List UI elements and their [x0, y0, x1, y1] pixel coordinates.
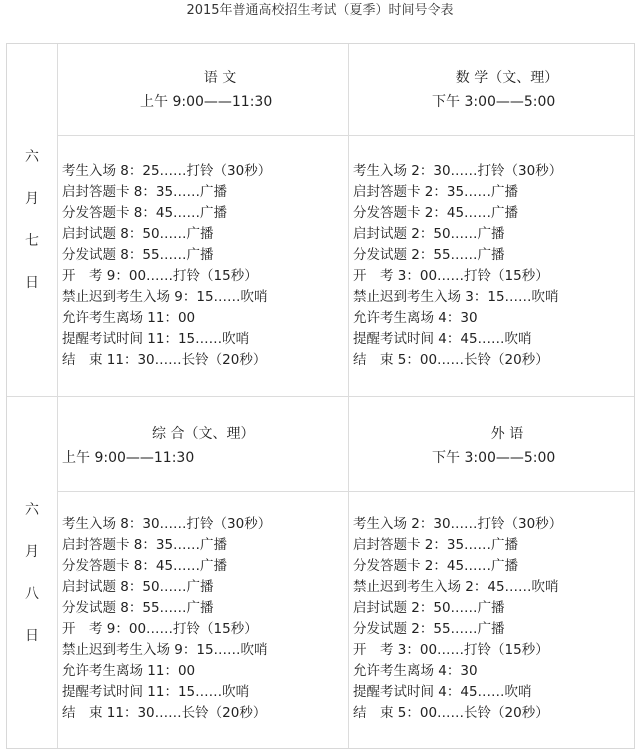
schedule-item: 分发答题卡 8：45……广播 [62, 558, 228, 574]
date-char: 七 [25, 233, 39, 249]
schedule-item: 分发答题卡 2：45……广播 [353, 558, 519, 574]
divider-day2-header [58, 491, 634, 492]
schedule-list-foreign-language [353, 514, 562, 724]
schedule-item: 开 考 3：00……打铃（15秒） [353, 642, 549, 658]
subject-name: 语 文 [203, 70, 237, 86]
schedule-list-comprehensive [62, 514, 271, 724]
session-time: 下午 3:00——5:00 [432, 94, 556, 110]
schedule-item: 分发试题 2：55……广播 [353, 621, 505, 637]
timetable [6, 43, 635, 749]
schedule-item: 禁止迟到考生入场 2：45……吹哨 [353, 579, 559, 595]
schedule-item: 提醒考试时间 11：15……吹哨 [62, 684, 250, 700]
session-time: 上午 9:00——11:30 [62, 450, 195, 466]
schedule-item: 允许考生离场 11：00 [62, 310, 196, 326]
schedule-item: 启封答题卡 8：35……广播 [62, 537, 228, 553]
schedule-list-chinese [62, 161, 271, 371]
divider-days [7, 396, 634, 397]
date-cell-day2 [7, 489, 57, 657]
schedule-item: 禁止迟到考生入场 3：15……吹哨 [353, 289, 559, 305]
schedule-item: 考生入场 8：25……打铃（30秒） [62, 163, 272, 179]
date-char: 日 [25, 628, 39, 644]
session-header-chinese [140, 66, 300, 114]
schedule-item: 分发试题 8：55……广播 [62, 600, 214, 616]
subject-name: 综 合（文、理） [152, 426, 255, 442]
schedule-item: 分发答题卡 8：45……广播 [62, 205, 228, 221]
schedule-item: 分发答题卡 2：45……广播 [353, 205, 519, 221]
schedule-item: 提醒考试时间 4：45……吹哨 [353, 684, 532, 700]
schedule-item: 结 束 11：30……长铃（20秒） [62, 352, 267, 368]
schedule-item: 启封答题卡 2：35……广播 [353, 184, 519, 200]
session-header-comprehensive [62, 422, 302, 470]
schedule-item: 允许考生离场 4：30 [353, 663, 478, 679]
schedule-item: 开 考 3：00……打铃（15秒） [353, 268, 549, 284]
date-char: 月 [25, 544, 39, 560]
schedule-item: 结 束 5：00……长铃（20秒） [353, 352, 549, 368]
schedule-item: 考生入场 8：30……打铃（30秒） [62, 516, 272, 532]
schedule-item: 禁止迟到考生入场 9：15……吹哨 [62, 289, 268, 305]
date-char: 六 [25, 149, 39, 165]
schedule-item: 分发试题 2：55……广播 [353, 247, 505, 263]
schedule-item: 结 束 11：30……长铃（20秒） [62, 705, 267, 721]
session-time: 下午 3:00——5:00 [432, 450, 556, 466]
date-char: 日 [25, 275, 39, 291]
schedule-item: 提醒考试时间 11：15……吹哨 [62, 331, 250, 347]
schedule-item: 启封答题卡 2：35……广播 [353, 537, 519, 553]
session-header-math [432, 66, 582, 114]
session-header-foreign-language [432, 422, 582, 470]
schedule-item: 开 考 9：00……打铃（15秒） [62, 268, 258, 284]
schedule-item: 禁止迟到考生入场 9：15……吹哨 [62, 642, 268, 658]
schedule-item: 启封试题 8：50……广播 [62, 579, 214, 595]
schedule-item: 启封试题 8：50……广播 [62, 226, 214, 242]
subject-name: 外 语 [490, 426, 524, 442]
schedule-item: 提醒考试时间 4：45……吹哨 [353, 331, 532, 347]
session-time: 上午 9:00——11:30 [140, 94, 273, 110]
date-char: 月 [25, 191, 39, 207]
schedule-item: 启封试题 2：50……广播 [353, 226, 505, 242]
subject-name: 数 学（文、理） [455, 70, 559, 86]
schedule-item: 允许考生离场 11：00 [62, 663, 196, 679]
schedule-item: 考生入场 2：30……打铃（30秒） [353, 516, 563, 532]
schedule-item: 开 考 9：00……打铃（15秒） [62, 621, 258, 637]
schedule-list-math [353, 161, 562, 371]
schedule-item: 启封试题 2：50……广播 [353, 600, 505, 616]
divider-day1-header [58, 135, 634, 136]
date-char: 六 [25, 502, 39, 518]
page-title: 2015年普通高校招生考试（夏季）时间号令表 [186, 3, 454, 18]
schedule-item: 允许考生离场 4：30 [353, 310, 478, 326]
date-char: 八 [25, 586, 39, 602]
schedule-item: 结 束 5：00……长铃（20秒） [353, 705, 549, 721]
schedule-item: 考生入场 2：30……打铃（30秒） [353, 163, 563, 179]
schedule-item: 分发试题 8：55……广播 [62, 247, 214, 263]
schedule-item: 启封答题卡 8：35……广播 [62, 184, 228, 200]
date-cell-day1 [7, 136, 57, 304]
